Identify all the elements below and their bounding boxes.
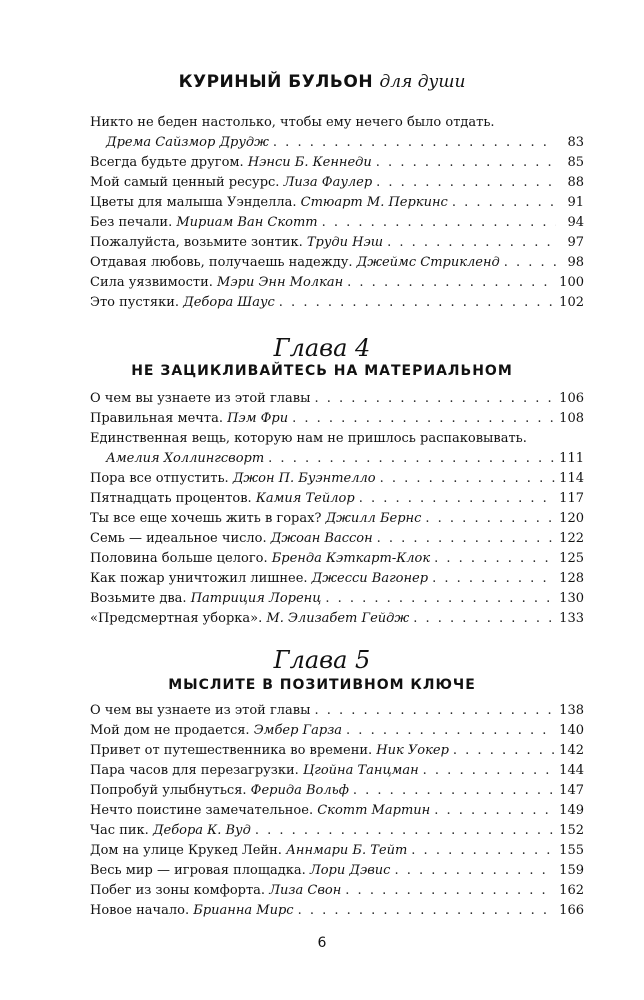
dot-leader [434,549,555,569]
entry-title: Сила уязвимости. [90,275,213,290]
entry-page: 91 [567,195,584,210]
running-header [0,72,644,92]
entry-page: 166 [559,903,584,918]
dot-leader [322,213,556,233]
toc-entry [90,761,584,781]
entry-page: 130 [559,591,584,606]
toc-entry [90,489,584,509]
toc-entry [90,449,584,469]
dot-leader [376,153,556,173]
entry-title: Пятнадцать процентов. [90,491,252,506]
toc-entry [90,509,584,529]
entry-author: Пэм Фри [227,411,289,426]
entry-page: 114 [559,471,584,486]
entry-title: Отдавая любовь, получаешь надежду. [90,255,353,270]
toc-entry [90,113,584,133]
header-script: для души [379,72,466,92]
toc-entry [90,801,584,821]
entry-page: 155 [559,843,584,858]
entry-title: Семь — идеальное число. [90,531,267,546]
entry-author: М. Элизабет Гейдж [266,611,410,626]
entry-page: 140 [559,723,584,738]
toc-entry [90,213,584,233]
entry-title: Всегда будьте другом. [90,155,244,170]
entry-title: Это пустяки. [90,295,180,310]
toc-entry [90,609,584,629]
toc-entry [90,389,584,409]
entry-author: Лиза Свон [269,883,342,898]
entry-page: 122 [559,531,584,546]
entry-title: Нечто поистине замечательное. [90,803,314,818]
entry-page: 102 [559,295,584,310]
dot-leader [325,589,555,609]
header-title: КУРИНЫЙ БУЛЬОН [178,72,374,92]
toc-entry [90,293,584,313]
entry-author: Лори Дэвис [309,863,391,878]
toc-entry [90,721,584,741]
toc-entry [90,253,584,273]
entry-author: Джоан Вассон [270,531,373,546]
dot-leader [292,409,555,429]
entry-author: Патриция Лоренц [190,591,322,606]
toc-entry [90,529,584,549]
dot-leader [346,721,555,741]
entry-page: 117 [559,491,584,506]
dot-leader [377,529,556,549]
entry-author: Дебора Шаус [183,295,275,310]
entry-title: Попробуй улыбнуться. [90,783,247,798]
toc-entry [90,861,584,881]
toc-entry [90,841,584,861]
toc-entry [90,741,584,761]
entry-title: Час пик. [90,823,149,838]
entry-author: Камия Тейлор [255,491,355,506]
dot-leader [387,233,556,253]
entry-page: 125 [559,551,584,566]
entry-title: Цветы для малыша Уэнделла. [90,195,297,210]
dot-leader [423,761,556,781]
entry-page: 106 [559,391,584,406]
entry-author: Джилл Бернс [325,511,422,526]
entry-author: Амелия Холлингсворт [106,451,265,466]
entry-page: 152 [559,823,584,838]
entry-title: Пора все отпустить. [90,471,229,486]
entry-page: 100 [559,275,584,290]
toc-entry [90,173,584,193]
entry-author: Дрема Сайзмор Друдж [106,135,269,150]
entry-page: 144 [559,763,584,778]
entry-page: 83 [567,135,584,150]
toc-entry [90,193,584,213]
entry-author: Дебора К. Вуд [152,823,251,838]
entry-title: Новое начало. [90,903,190,918]
entry-title: «Предсмертная уборка». [90,611,263,626]
entry-page: 159 [559,863,584,878]
dot-leader [298,901,556,921]
entry-page: 133 [559,611,584,626]
toc-section [90,701,584,921]
toc-section [90,113,584,313]
dot-leader [432,569,555,589]
entry-page: 162 [559,883,584,898]
dot-leader [347,273,555,293]
chapter-title: МЫСЛИТЕ В ПОЗИТИВНОМ КЛЮЧЕ [168,677,476,693]
entry-title: Мой самый ценный ресурс. [90,175,280,190]
toc-entry [90,881,584,901]
dot-leader [314,389,555,409]
entry-title: О чем вы узнаете из этой главы [90,703,311,718]
dot-leader [411,841,555,861]
entry-title: Привет от путешественника во времени. [90,743,373,758]
entry-page: 120 [559,511,584,526]
entry-title: Пара часов для перезагрузки. [90,763,299,778]
dot-leader [380,469,556,489]
entry-author: Мэри Энн Молкан [217,275,344,290]
dot-leader [255,821,555,841]
entry-title: Пожалуйста, возьмите зонтик. [90,235,303,250]
entry-title: Возьмите два. [90,591,187,606]
dot-leader [425,509,555,529]
entry-page: 128 [559,571,584,586]
dot-leader [314,701,555,721]
dot-leader [376,173,556,193]
dot-leader [353,781,555,801]
toc-entry [90,549,584,569]
entry-author: Джон П. Буэнтелло [232,471,376,486]
toc-entry [90,429,584,449]
entry-title: Никто не беден настолько, чтобы ему нечего было отдать. [90,115,495,130]
entry-page: 88 [567,175,584,190]
dot-leader [394,861,555,881]
entry-title: Побег из зоны комфорта. [90,883,266,898]
toc-entry [90,233,584,253]
dot-leader [453,741,555,761]
entry-title: Мой дом не продается. [90,723,250,738]
toc-entry [90,589,584,609]
entry-page: 138 [559,703,584,718]
toc-entry [90,409,584,429]
entry-title: Как пожар уничтожил лишнее. [90,571,308,586]
entry-page: 98 [567,255,584,270]
toc-entry [90,901,584,921]
entry-author: Нэнси Б. Кеннеди [247,155,372,170]
entry-author: Ник Уокер [376,743,449,758]
dot-leader [504,253,556,273]
dot-leader [345,881,555,901]
entry-author: Бренда Кэткарт-Клок [271,551,431,566]
entry-title: О чем вы узнаете из этой главы [90,391,311,406]
chapter-title: НЕ ЗАЦИКЛИВАЙТЕСЬ НА МАТЕРИАЛЬНОМ [131,363,513,379]
entry-author: Мириам Ван Скотт [176,215,318,230]
toc-entry [90,781,584,801]
entry-page: 94 [567,215,584,230]
entry-page: 142 [559,743,584,758]
entry-author: Стюарт М. Перкинс [300,195,448,210]
entry-author: Джесси Вагонер [311,571,429,586]
entry-page: 85 [567,155,584,170]
entry-author: Скотт Мартин [317,803,431,818]
entry-page: 149 [559,803,584,818]
entry-author: Брианна Мирс [193,903,294,918]
entry-title: Без печали. [90,215,173,230]
entry-title: Весь мир — игровая площадка. [90,863,306,878]
entry-author: Ферида Вольф [250,783,349,798]
dot-leader [359,489,555,509]
entry-author: Лиза Фаулер [283,175,373,190]
entry-page: 97 [567,235,584,250]
toc-section [90,389,584,629]
toc-entry [90,469,584,489]
entry-title: Дом на улице Крукед Лейн. [90,843,282,858]
entry-title: Единственная вещь, которую нам не пришлось распаковывать. [90,431,527,446]
dot-leader [279,293,555,313]
entry-author: Аннмари Б. Тейт [286,843,408,858]
entry-author: Джеймс Стрикленд [356,255,500,270]
entry-author: Цгойна Танцман [302,763,419,778]
toc-entry [90,569,584,589]
entry-page: 147 [559,783,584,798]
dot-leader [434,801,555,821]
entry-author: Труди Нэш [306,235,384,250]
toc-entry [90,821,584,841]
page-number: 6 [317,935,327,951]
toc-entry [90,133,584,153]
dot-leader [452,193,556,213]
entry-title: Половина больше целого. [90,551,268,566]
entry-page: 111 [559,451,584,466]
entry-title: Ты все еще хочешь жить в горах? [90,511,322,526]
chapter-number: Глава 5 [273,646,371,674]
toc-entry [90,153,584,173]
entry-author: Эмбер Гарза [253,723,343,738]
dot-leader [273,133,556,153]
entry-page: 108 [559,411,584,426]
chapter-number: Глава 4 [273,334,371,362]
toc-entry [90,701,584,721]
dot-leader [268,449,555,469]
toc-entry [90,273,584,293]
dot-leader [413,609,555,629]
entry-title: Правильная мечта. [90,411,223,426]
